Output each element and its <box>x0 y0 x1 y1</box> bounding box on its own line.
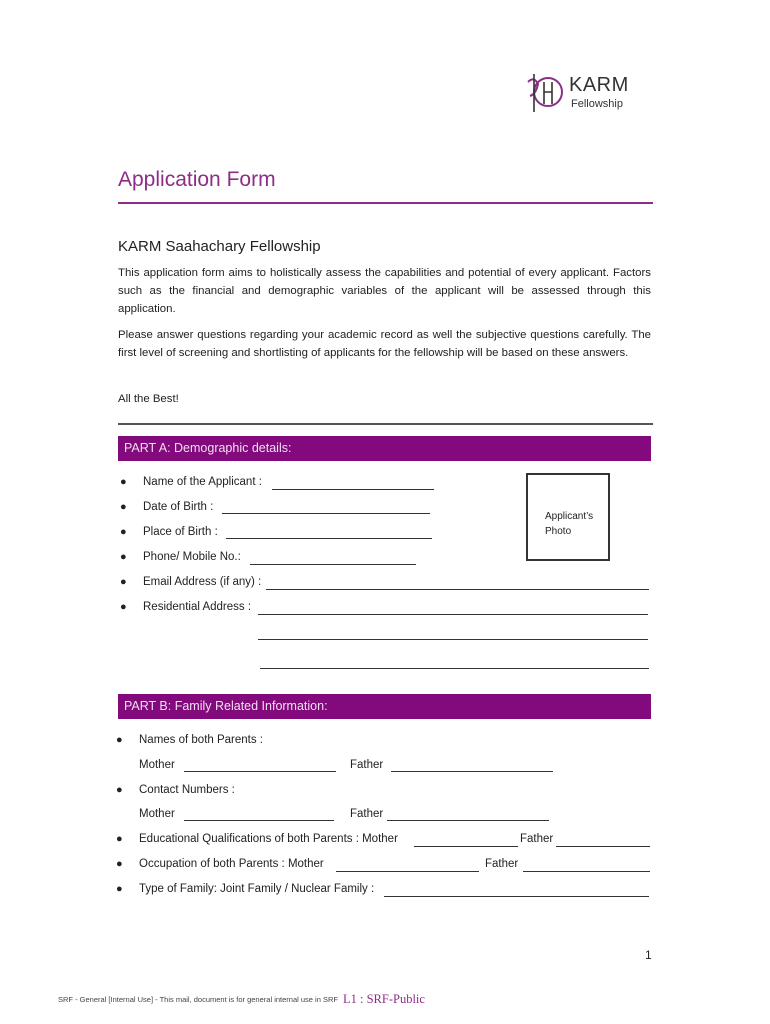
father-name-label: Father <box>350 759 384 771</box>
bullet-icon: ● <box>116 833 123 845</box>
bullet-icon: ● <box>120 576 127 588</box>
logo-text: KARM <box>569 74 629 96</box>
father-name-field[interactable] <box>391 771 553 772</box>
dob-field[interactable] <box>222 513 430 514</box>
pob-label: Place of Birth : <box>143 526 218 538</box>
karm-emblem-icon <box>522 68 570 116</box>
bullet-icon: ● <box>116 784 123 796</box>
father-contact-label: Father <box>350 808 384 820</box>
fellowship-title: KARM Saahachary Fellowship <box>118 238 321 255</box>
mother-contact-field[interactable] <box>184 820 334 821</box>
occupation-label: Occupation of both Parents : Mother <box>139 858 324 870</box>
bullet-icon: ● <box>116 883 123 895</box>
part-a-heading: PART A: Demographic details: <box>118 436 651 461</box>
father-contact-field[interactable] <box>387 820 549 821</box>
footer-notice: SRF - General [Internal Use] - This mail, document is for general internal use in SRF <box>58 995 338 1004</box>
contact-numbers-label: Contact Numbers : <box>139 784 235 796</box>
karm-logo <box>522 66 632 118</box>
parents-names-label: Names of both Parents : <box>139 734 264 746</box>
email-label: Email Address (if any) : <box>143 576 262 588</box>
pob-field[interactable] <box>226 538 432 539</box>
phone-label: Phone/ Mobile No.: <box>143 551 241 563</box>
father-occupation-label: Father <box>485 858 519 870</box>
applicant-name-field[interactable] <box>272 489 434 490</box>
applicant-photo-box[interactable] <box>526 473 610 561</box>
dob-label: Date of Birth : <box>143 501 214 513</box>
classification-label: L1 : SRF-Public <box>343 992 425 1006</box>
bullet-icon: ● <box>120 526 127 538</box>
closing-text: All the Best! <box>118 393 179 405</box>
mother-contact-label: Mother <box>139 808 175 820</box>
applicant-name-label: Name of the Applicant : <box>143 476 262 488</box>
phone-field[interactable] <box>250 564 416 565</box>
bullet-icon: ● <box>116 858 123 870</box>
father-education-label: Father <box>520 833 554 845</box>
address-field-line-1[interactable] <box>258 614 648 615</box>
family-type-field[interactable] <box>384 896 649 897</box>
logo-subtext: Fellowship <box>571 98 623 110</box>
address-field-line-2[interactable] <box>258 639 648 640</box>
bullet-icon: ● <box>120 476 127 488</box>
page-title: Application Form <box>118 168 276 191</box>
bullet-icon: ● <box>120 501 127 513</box>
email-field[interactable] <box>266 589 649 590</box>
family-type-label: Type of Family: Joint Family / Nuclear Family : <box>139 883 375 895</box>
bullet-icon: ● <box>116 734 123 746</box>
mother-name-label: Mother <box>139 759 175 771</box>
intro-paragraph: This application form aims to holistically assess the capabilities and potential of every applicant. Factors such as the financial and demographic variables of the applicant will be assessed through this application. <box>118 267 651 315</box>
education-label: Educational Qualifications of both Parents : Mother <box>139 833 398 845</box>
bullet-icon: ● <box>120 601 127 613</box>
instructions-paragraph: Please answer questions regarding your academic record as well the subjective questions carefully. The first level of screening and shortlisting of applicants for the fellowship will be based on these answers. <box>118 329 651 359</box>
mother-education-field[interactable] <box>414 846 518 847</box>
section-divider <box>118 423 653 425</box>
father-occupation-field[interactable] <box>523 871 650 872</box>
mother-occupation-field[interactable] <box>336 871 479 872</box>
address-label: Residential Address : <box>143 601 252 613</box>
bullet-icon: ● <box>120 551 127 563</box>
part-b-heading: PART B: Family Related Information: <box>118 694 651 719</box>
photo-label: Applicant’s Photo <box>545 511 594 537</box>
page-number: 1 <box>645 948 652 962</box>
mother-name-field[interactable] <box>184 771 336 772</box>
title-divider <box>118 202 653 204</box>
address-field-line-3[interactable] <box>260 668 649 669</box>
father-education-field[interactable] <box>556 846 650 847</box>
